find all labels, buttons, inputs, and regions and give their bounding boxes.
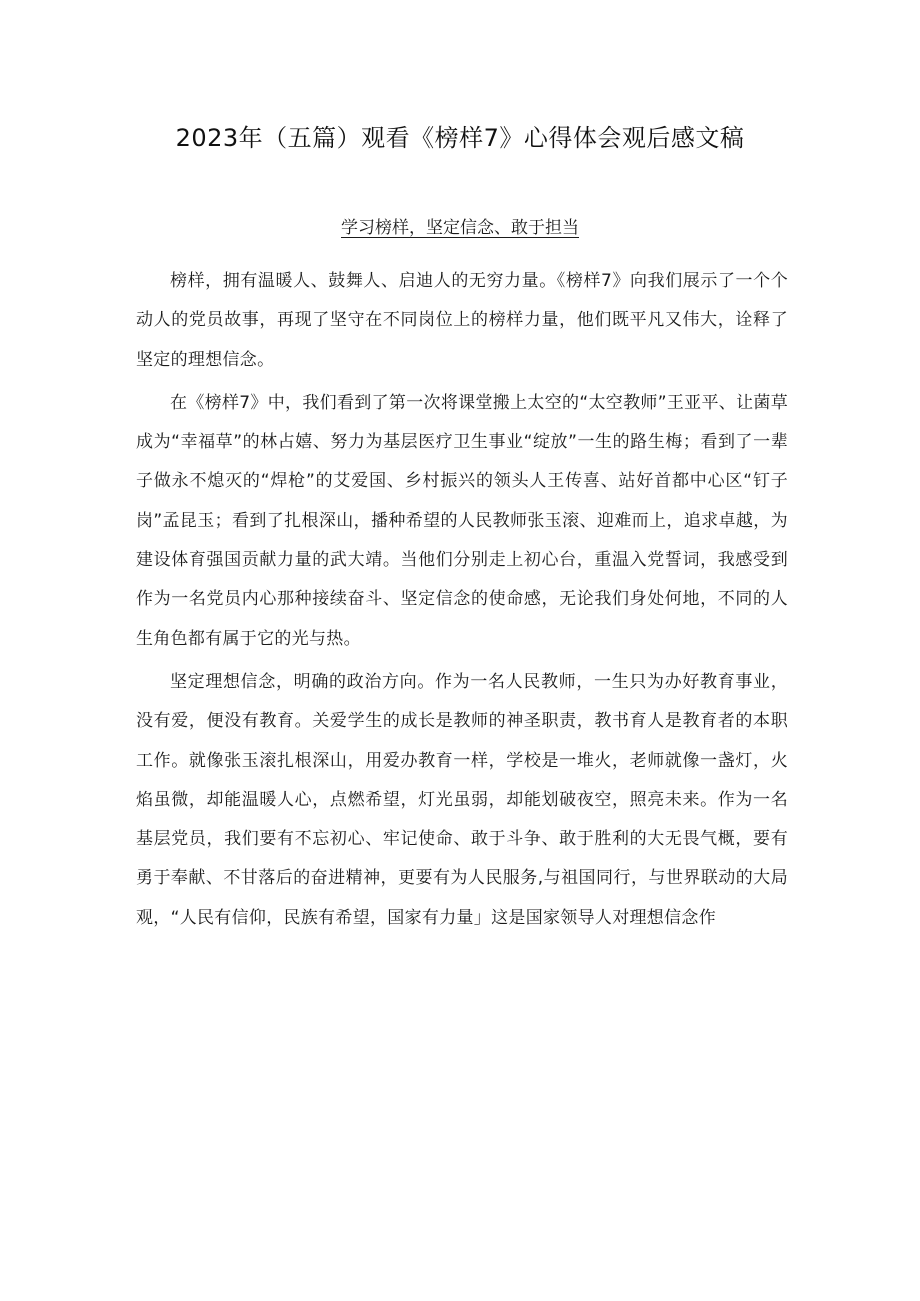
paragraph-2: 在《榜样7》中，我们看到了第一次将课堂搬上太空的“太空教师”王亚平、让菌草成为“幸福草”的林占嬉、努力为基层医疗卫生事业“绽放”一生的路生梅；看到了一辈子做永不熄灭的“焊枪”的艾爱国、乡村振兴的领头人王传喜、站好首都中心区“钉子岗”孟昆玉；看到了扎根深山，播种希望的人民教师张玉滚、迎难而上，追求卓越，为建设体育强国贡献力量的武大靖。当他们分别走上初心台，重温入党誓词，我感受到作为一名党员内心那种接续奋斗、坚定信念的使命感，无论我们身处何地，不同的人生角色都有属于它的光与热。 xyxy=(136,392,788,649)
paragraph-1: 榜样，拥有温暖人、鼓舞人、启迪人的无穷力量。《榜样7》向我们展示了一个个动人的党员故事，再现了坚守在不同岗位上的榜样力量，他们既平凡又伟大，诠释了坚定的理想信念。 xyxy=(136,271,788,370)
section-subtitle xyxy=(0,214,920,242)
document-title: 2023年（五篇）观看《榜样7》心得体会观后感文稿 xyxy=(175,124,745,152)
section-subtitle-text: 学习榜样，坚定信念、敢于担当 xyxy=(341,218,579,238)
paragraph-3: 坚定理想信念，明确的政治方向。作为一名人民教师，一生只为办好教育事业，没有爱，便没有教育。关爱学生的成长是教师的神圣职责，教书育人是教育者的本职工作。就像张玉滚扎根深山，用爱办教育一样，学校是一堆火，老师就像一盏灯，火焰虽微，却能温暖人心，点燃希望，灯光虽弱，却能划破夜空，照亮未来。作为一名基层党员，我们要有不忘初心、牢记使命、敢于斗争、敢于胜利的大无畏气概，要有勇于奉献、不甘落后的奋进精神，更要有为人民服务,与祖国同行，与世界联动的大局观，“人民有信仰，民族有希望，国家有力量」这是国家领导人对理想信念作 xyxy=(136,671,788,928)
document-body xyxy=(136,262,788,942)
